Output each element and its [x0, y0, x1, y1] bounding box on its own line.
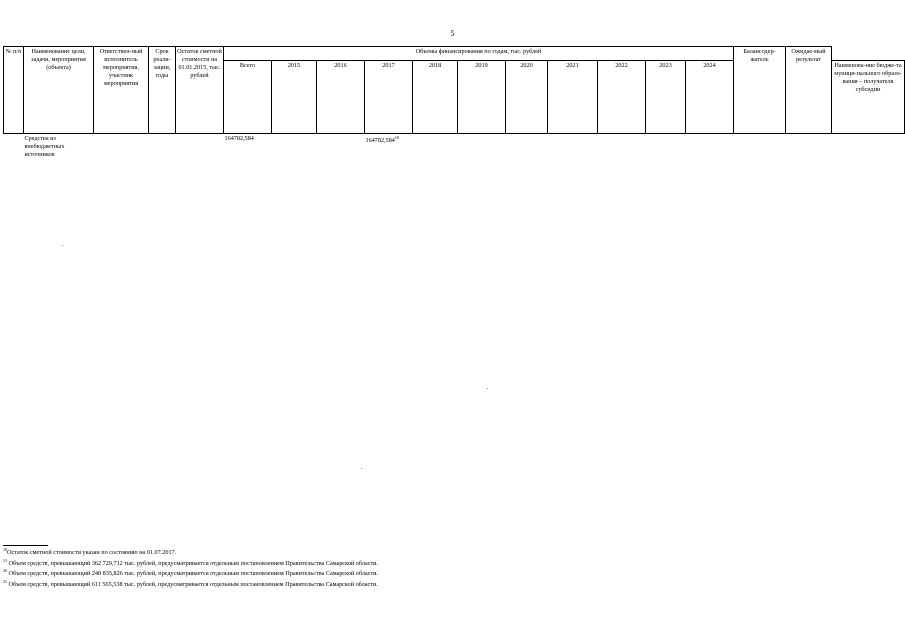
footnote-separator: [3, 545, 48, 546]
cell-result: [832, 134, 905, 173]
cell-year-2021: [548, 134, 598, 173]
cell-year-2024: [686, 134, 734, 173]
header-year-2023: 2023: [646, 61, 686, 134]
cell-year-2019: [458, 134, 506, 173]
header-balance: Остаток сметной стоимости на 01.01.2015, тыс. рублей: [176, 47, 224, 134]
table-header-row: [4, 47, 905, 61]
header-year-2016: 2016: [317, 61, 365, 134]
cell-name: Средства из внебюджетных источников: [24, 135, 65, 159]
footnote: [3, 568, 883, 579]
header-recipient: Наименова-ние бюдже-та муници-пального образо-вания – получателя субсидии: [832, 61, 905, 134]
cell-total: 164782,584: [224, 135, 254, 142]
header-year-2024: 2024: [686, 61, 734, 134]
footnote-ref: 18: [394, 135, 399, 140]
footnote: [3, 579, 883, 590]
header-num: № п/п: [4, 47, 24, 134]
header-year-2015: 2015: [272, 61, 317, 134]
header-holder: Балансодер-жатель: [734, 47, 786, 134]
footnote-text: Объем средств, превышающий 611 565,538 тыс. рублей, предусматривается отдельным постановлением Правительства Самарской области.: [8, 581, 378, 589]
footnote: [3, 547, 883, 558]
footnote-number: 18: [3, 547, 7, 552]
cell-term: [149, 134, 176, 173]
header-year-2021: 2021: [548, 61, 598, 134]
cell-balance: [176, 134, 224, 173]
cell-year-2017-value: 164782,584: [365, 137, 395, 145]
cell-holder: [786, 134, 832, 173]
cell-year-2017: [365, 134, 413, 173]
footnote-number: 21: [3, 579, 7, 585]
page-number: 5: [450, 29, 455, 38]
header-total: Всего: [224, 61, 272, 134]
header-year-2020: 2020: [506, 61, 548, 134]
header-year-2022: 2022: [598, 61, 646, 134]
cell-year-2023: [646, 134, 686, 173]
cell-year-2018: [413, 134, 458, 173]
cell-year-2016: [317, 134, 365, 173]
footnotes: [3, 545, 883, 590]
header-executor: Ответствен-ный исполнитель мероприятия, участник мероприятия: [94, 47, 149, 134]
header-year-2019: 2019: [458, 61, 506, 134]
footnote-number: 20: [3, 568, 7, 574]
cell-year-2015: [272, 134, 317, 173]
header-funding-group: Объемы финансирования по годам, тыс. рублей: [224, 47, 734, 61]
header-result: Ожидае-мый результат: [786, 47, 832, 134]
footnote: [3, 558, 883, 569]
cell-recipient: [734, 134, 786, 173]
header-year-2017: 2017: [365, 61, 413, 134]
header-year-2018: 2018: [413, 61, 458, 134]
footnote-number: 13: [3, 557, 7, 563]
cell-num: [4, 134, 24, 173]
header-name: Наименование цели, задачи, мероприятия (объекта): [24, 47, 94, 134]
cell-year-2022: [598, 134, 646, 173]
table-row: [4, 134, 905, 173]
cell-year-2020: [506, 134, 548, 173]
footnote-text: Объем средств, превышающий 248 835,826 тыс. рублей, предусматривается отдельным постановлением Правительства Самарской области.: [8, 570, 379, 578]
footnote-text: Объем средств, превышающий 362 729,712 тыс. рублей, предусматривается отдельным постановлением Правительства Самарской области.: [8, 559, 379, 567]
financing-table: [3, 46, 905, 172]
footnote-text: Остаток сметной стоимости указан по состоянию на 01.07.2017.: [7, 549, 177, 557]
header-term: Срок реали-зации, годы: [149, 47, 176, 134]
cell-executor: [94, 134, 149, 173]
